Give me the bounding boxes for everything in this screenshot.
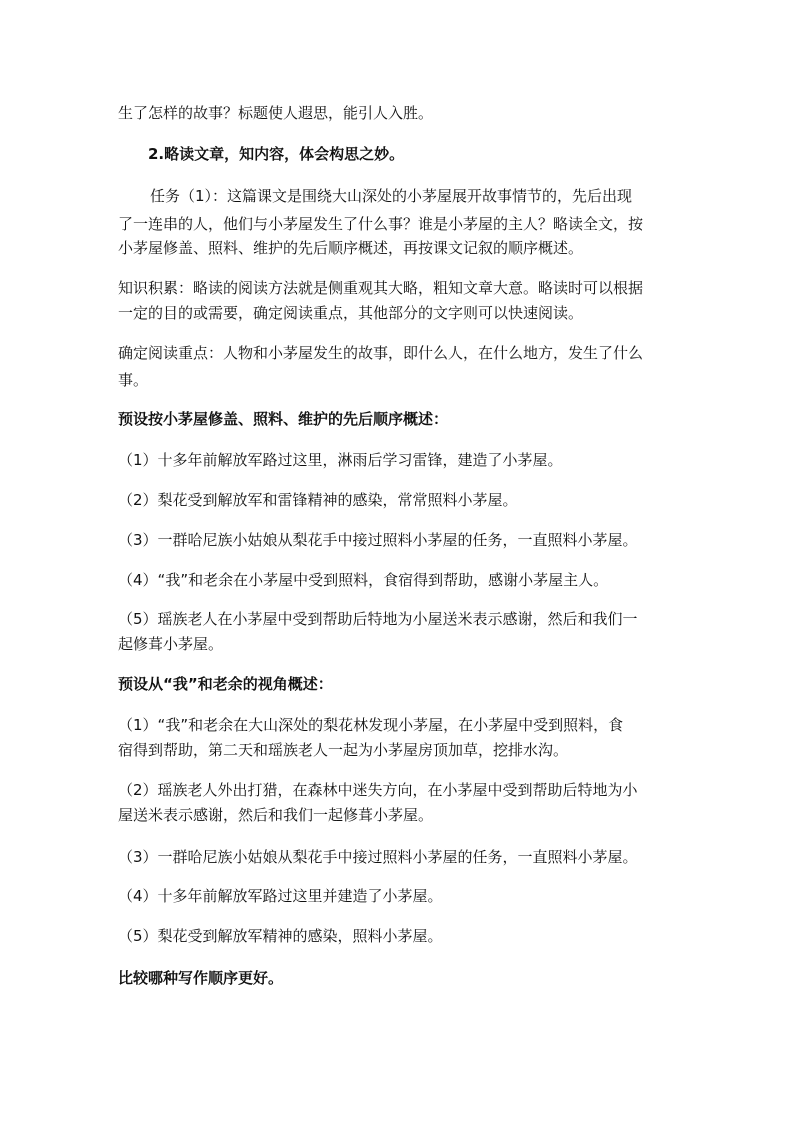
- list-item-continuation: 宿得到帮助，第二天和瑶族老人一起为小茅屋房顶加草，挖排水沟。: [118, 741, 569, 759]
- list-item: （1）“我”和老余在大山深处的梨花林发现小茅屋，在小茅屋中受到照料，食: [118, 716, 624, 734]
- list-item: （2）瑶族老人外出打猎，在森林中迷失方向，在小茅屋中受到帮助后特地为小: [118, 781, 638, 799]
- section-heading: 2.略读文章，知内容，体会构思之妙。: [148, 145, 405, 163]
- list-item: （5）梨花受到解放军精神的感染，照料小茅屋。: [118, 927, 443, 945]
- task-line: 了一连串的人，他们与小茅屋发生了什么事？谁是小茅屋的主人？略读全文，按: [118, 215, 644, 233]
- list-item: （4）“我”和老余在小茅屋中受到照料，食宿得到帮助，感谢小茅屋主人。: [118, 571, 609, 589]
- preset-heading: 预设从“我”和老余的视角概述：: [118, 675, 333, 693]
- list-item-continuation: 起修葺小茅屋。: [118, 635, 224, 653]
- knowledge-line: 一定的目的或需要，确定阅读重点，其他部分的文字则可以快速阅读。: [118, 304, 584, 322]
- task-line: 任务（1）：这篇课文是围绕大山深处的小茅屋展开故事情节的，先后出现: [150, 187, 633, 205]
- comparison-prompt: 比较哪种写作顺序更好。: [118, 969, 284, 987]
- focus-line: 确定阅读重点：人物和小茅屋发生的故事，即什么人，在什么地方，发生了什么: [118, 344, 644, 362]
- focus-line: 事。: [118, 371, 149, 389]
- list-item: （3）一群哈尼族小姑娘从梨花手中接过照料小茅屋的任务，一直照料小茅屋。: [118, 531, 638, 549]
- list-item: （3）一群哈尼族小姑娘从梨花手中接过照料小茅屋的任务，一直照料小茅屋。: [118, 848, 638, 866]
- preset-heading: 预设按小茅屋修盖、照料、维护的先后顺序概述：: [118, 410, 449, 428]
- list-item: （1）十多年前解放军路过这里，淋雨后学习雷锋，建造了小茅屋。: [118, 451, 563, 469]
- list-item: （5）瑶族老人在小茅屋中受到帮助后特地为小屋送米表示感谢，然后和我们一: [118, 610, 638, 628]
- list-item: （4）十多年前解放军路过这里并建造了小茅屋。: [118, 887, 443, 905]
- paragraph-line: 生了怎样的故事？标题使人遐思，能引人入胜。: [118, 104, 434, 122]
- task-line: 小茅屋修盖、照料、维护的先后顺序概述，再按课文记叙的顺序概述。: [118, 239, 584, 257]
- knowledge-line: 知识积累：略读的阅读方法就是侧重观其大略，粗知文章大意。略读时可以根据: [118, 279, 644, 297]
- list-item: （2）梨花受到解放军和雷锋精神的感染，常常照料小茅屋。: [118, 491, 518, 509]
- list-item-continuation: 屋送米表示感谢，然后和我们一起修葺小茅屋。: [118, 806, 434, 824]
